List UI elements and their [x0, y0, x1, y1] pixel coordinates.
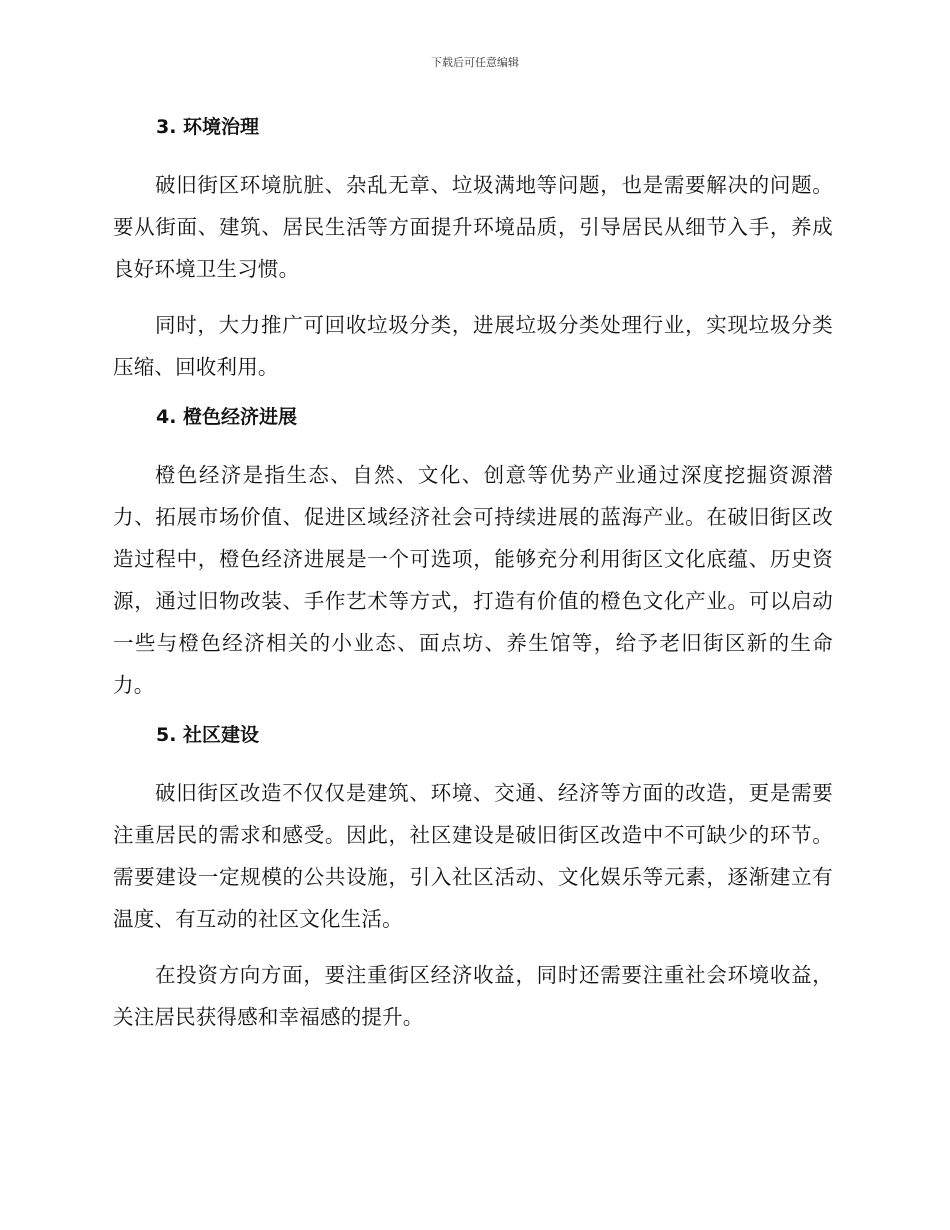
section-heading-3: 3. 环境治理 — [156, 116, 260, 138]
paragraph: 同时，大力推广可回收垃圾分类，进展垃圾分类处理行业，实现垃圾分类压缩、回收利用。 — [113, 313, 833, 379]
section-heading-4: 4. 橙色经济进展 — [156, 406, 298, 428]
paragraph: 破旧街区环境肮脏、杂乱无章、垃圾满地等问题，也是需要解决的问题。要从街面、建筑、居民生活等方面提升环境品质，引导居民从细节入手，养成良好环境卫生习惯。 — [113, 173, 833, 281]
paragraph: 破旧街区改造不仅仅是建筑、环境、交通、经济等方面的改造，更是需要注重居民的需求和感受。因此，社区建设是破旧街区改造中不可缺少的环节。需要建设一定规模的公共设施，引入社区活动、文化娱乐等元素，逐渐建立有温度、有互动的社区文化生活。 — [113, 781, 833, 931]
page-header: 下载后可任意编辑 — [431, 56, 519, 69]
document-body — [113, 112, 833, 1038]
paragraph: 在投资方向方面，要注重街区经济收益，同时还需要注重社会环境收益，关注居民获得感和幸福感的提升。 — [113, 963, 833, 1029]
paragraph: 橙色经济是指生态、自然、文化、创意等优势产业通过深度挖掘资源潜力、拓展市场价值、促进区域经济社会可持续进展的蓝海产业。在破旧街区改造过程中，橙色经济进展是一个可选项，能够充分利用街区文化底蕴、历史资源，通过旧物改装、手作艺术等方式，打造有价值的橙色文化产业。可以启动一些与橙色经济相关的小业态、面点坊、养生馆等，给予老旧街区新的生命力。 — [113, 463, 833, 697]
section-heading-5: 5. 社区建设 — [156, 724, 260, 746]
